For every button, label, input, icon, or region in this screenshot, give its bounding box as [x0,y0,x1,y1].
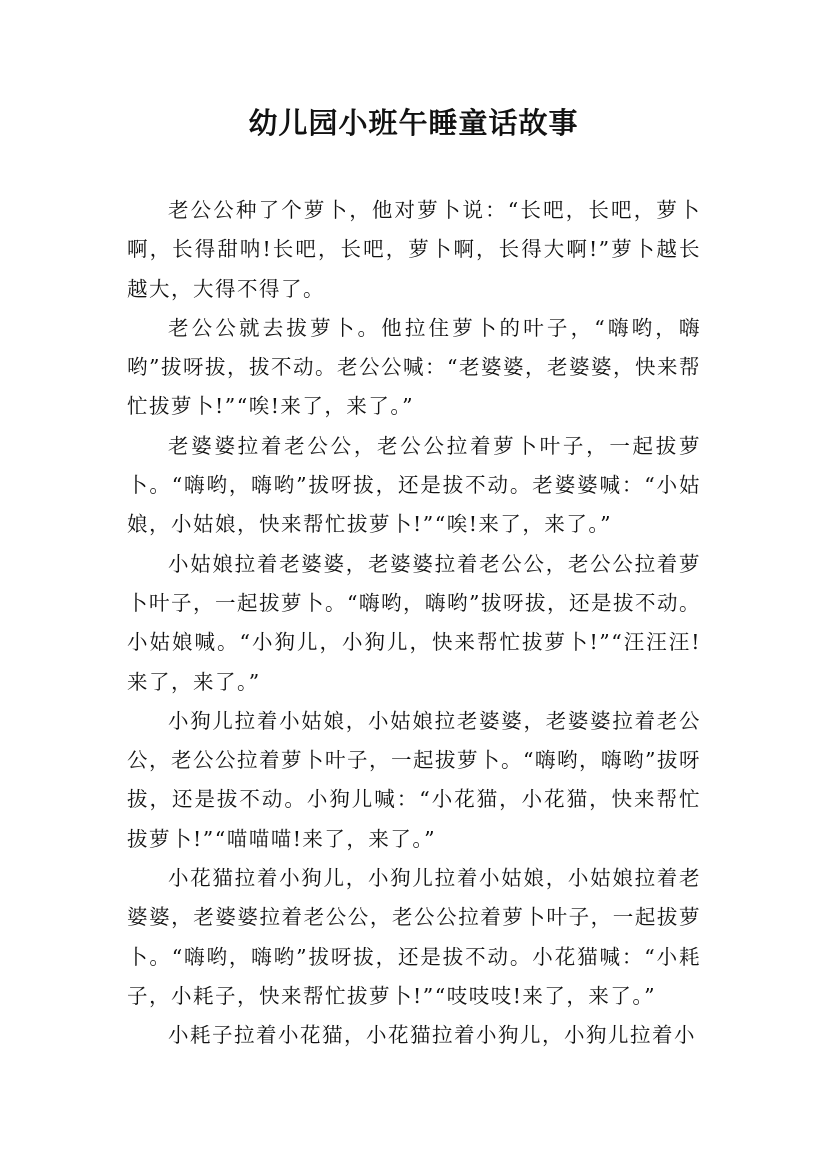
paragraph-4: 小姑娘拉着老婆婆，老婆婆拉着老公公，老公公拉着萝卜叶子，一起拔萝卜。“嗨哟，嗨哟”拔呀拔，还是拔不动。小姑娘喊。“小狗儿，小狗儿，快来帮忙拔萝卜!”“汪汪汪!来了，来了。” [127,551,701,694]
document-title: 幼儿园小班午睡童话故事 [248,106,579,140]
paragraph-7: 小耗子拉着小花猫，小花猫拉着小狗儿，小狗儿拉着小 [168,1023,696,1048]
paragraph-6: 小花猫拉着小狗儿，小狗儿拉着小姑娘，小姑娘拉着老婆婆，老婆婆拉着老公公，老公公拉着萝卜叶子，一起拔萝卜。“嗨哟，嗨哟”拔呀拔，还是拔不动。小花猫喊：“小耗子，小耗子，快来帮忙拔萝卜!”“吱吱吱!来了，来了。” [127,866,701,1008]
document-body [127,191,701,1056]
paragraph-5: 小狗儿拉着小姑娘，小姑娘拉老婆婆，老婆婆拉着老公公，老公公拉着萝卜叶子，一起拔萝卜。“嗨哟，嗨哟”拔呀拔，还是拔不动。小狗儿喊：“小花猫，小花猫，快来帮忙拔萝卜!”“喵喵喵!来了，来了。” [127,708,701,851]
paragraph-3: 老婆婆拉着老公公，老公公拉着萝卜叶子，一起拔萝卜。“嗨哟，嗨哟”拔呀拔，还是拔不动。老婆婆喊：“小姑娘，小姑娘，快来帮忙拔萝卜!”“唉!来了，来了。” [127,433,701,537]
paragraph-1: 老公公种了个萝卜，他对萝卜说：“长吧，长吧，萝卜啊，长得甜呐!长吧，长吧，萝卜啊，长得大啊!”萝卜越长越大，大得不得了。 [127,198,701,301]
paragraph-2: 老公公就去拔萝卜。他拉住萝卜的叶子，“嗨哟，嗨哟”拔呀拔，拔不动。老公公喊：“老婆婆，老婆婆，快来帮忙拔萝卜!”“唉!来了，来了。” [127,315,701,419]
